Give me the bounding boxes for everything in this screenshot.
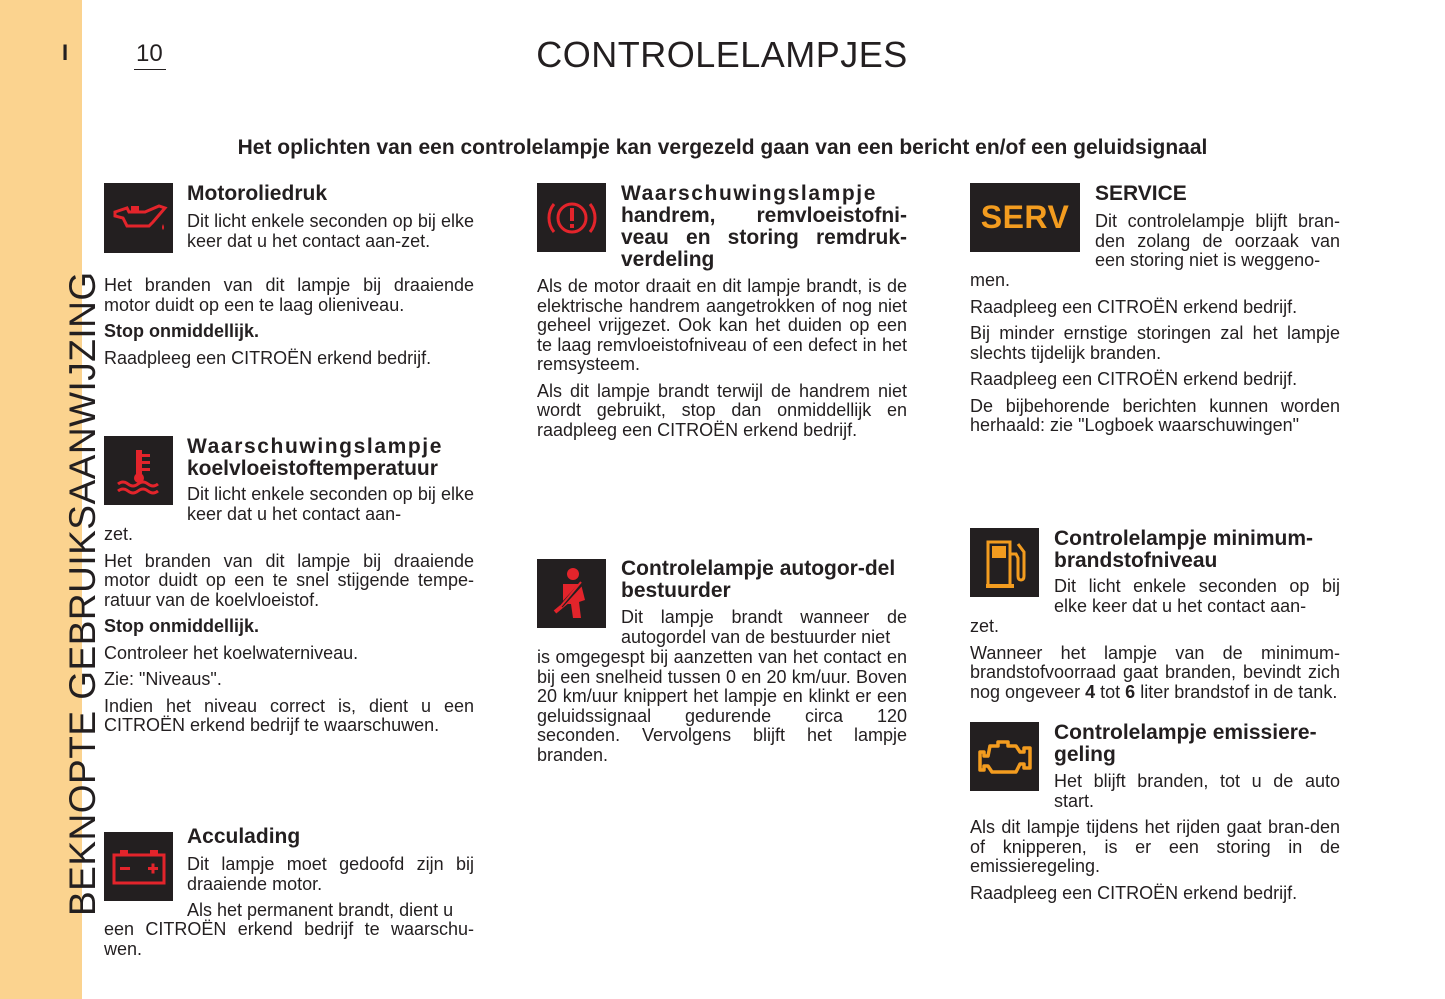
engine-check-icon bbox=[970, 722, 1039, 791]
service-text-1: Raadpleeg een CITROËN erkend bedrijf. bbox=[970, 296, 1298, 317]
fuel-title: Controlelampje minimum-brandstofniveau bbox=[1054, 527, 1314, 572]
seatbelt-icon bbox=[537, 559, 606, 628]
fuel-text-1-pre: Wanneer het lampje van de minimum-brandstofvoorraad gaat branden, bevindt zich nog ongeveer bbox=[970, 642, 1340, 702]
coolant-text-2: Stop onmiddellijk. bbox=[104, 616, 260, 636]
handbrake-text-1: Als de motor draait en dit lampje brandt, is de elektrische handrem aangetrokken of nog niet geheel vrijgezet. Ook kan het duiden op een te laag remvloeistofniveau of een defect in het remsysteem. bbox=[537, 276, 907, 374]
fuel-pump-icon bbox=[970, 528, 1039, 597]
fuel-max-liters: 6 bbox=[1125, 681, 1136, 702]
coolant-intro-end: zet. bbox=[104, 524, 134, 544]
oil-can-icon bbox=[104, 183, 173, 253]
service-intro-end: men. bbox=[970, 270, 1011, 290]
service-text-4: De bijbehorende berichten kunnen worden herhaald: zie "Logboek waarschuwingen" bbox=[970, 395, 1340, 435]
service-text-3: Raadpleeg een CITROËN erkend bedrijf. bbox=[970, 369, 1298, 389]
battery-text-1a: Als het permanent brandt, dient u bbox=[187, 900, 454, 920]
seatbelt-title: Controlelampje autogor-del bestuurder bbox=[621, 557, 896, 602]
handbrake-text-2: Als dit lampje brandt terwijl de handrem niet wordt gebruikt, stop dan onmiddellijk en raadpleeg een CITROËN erkend bedrijf. bbox=[537, 380, 907, 440]
battery-intro: Dit lampje moet gedoofd zijn bij draaiende motor. bbox=[187, 854, 474, 894]
oil-text-2: Stop onmiddellijk. bbox=[104, 321, 260, 341]
emission-title: Controlelampje emissiere-geling bbox=[1054, 721, 1317, 766]
oil-text-3: Raadpleeg een CITROËN erkend bedrijf. bbox=[104, 347, 432, 368]
page-number: 10 bbox=[134, 40, 166, 70]
handbrake-title-2: handrem, remvloeistofni- bbox=[621, 204, 907, 227]
coolant-temperature-icon bbox=[104, 436, 173, 505]
fuel-text-1-mid: tot bbox=[1100, 681, 1121, 702]
vertical-chapter-title: BEKNOPTE GEBRUIKSAANWIJZING bbox=[62, 271, 103, 916]
brake-warning-icon bbox=[537, 183, 606, 252]
battery-icon bbox=[104, 832, 173, 901]
emission-text-1: Als dit lampje tijdens het rijden gaat bran-den of knipperen, is er een storing in de emissieregeling. bbox=[970, 817, 1340, 876]
handbrake-title-1: Waarschuwingslampje bbox=[621, 182, 878, 205]
fuel-intro-end: zet. bbox=[970, 616, 1000, 636]
service-title: SERVICE bbox=[1095, 182, 1187, 205]
oil-title: Motoroliedruk bbox=[187, 182, 327, 205]
oil-intro: Dit licht enkele seconden op bij elke keer dat u het contact aan-zet. bbox=[187, 211, 474, 251]
handbrake-title-4: verdeling bbox=[621, 248, 715, 271]
emission-text-2: Raadpleeg een CITROËN erkend bedrijf. bbox=[970, 882, 1298, 903]
coolant-text-5: Indien het niveau correct is, dient u een CITROËN erkend bedrijf te waarschuwen. bbox=[104, 695, 474, 735]
emission-intro: Het blijft branden, tot u de auto start. bbox=[1054, 771, 1340, 811]
fuel-min-liters: 4 bbox=[1085, 681, 1096, 702]
seatbelt-text-1: is omgegespt bij aanzetten van het contact en bij een snelheid tussen 0 en 20 km/uur. Boven 20 km/uur knippert het lampje en klinkt er een geluidssignaal gedurende circa 120 seconden. Vervolgens blijft het lampje branden. bbox=[537, 647, 907, 765]
coolant-title-1: Waarschuwingslampje bbox=[187, 435, 444, 458]
battery-text-1b: een CITROËN erkend bedrijf te waarschu-wen. bbox=[104, 919, 474, 959]
oil-text-1: Het branden van dit lampje bij draaiende motor duidt op een te laag olieniveau. bbox=[104, 275, 474, 315]
coolant-intro: Dit licht enkele seconden op bij elke keer dat u het contact aan- bbox=[187, 484, 474, 524]
battery-title: Acculading bbox=[187, 825, 301, 848]
service-warning-icon bbox=[970, 183, 1080, 252]
coolant-text-4: Zie: "Niveaus". bbox=[104, 669, 222, 689]
fuel-text-1 bbox=[970, 644, 1340, 703]
service-intro: Dit controlelampje blijft bran-den zolang de oorzaak van een storing niet is weggeno- bbox=[1095, 211, 1340, 270]
fuel-intro: Dit licht enkele seconden op bij elke keer dat u het contact aan- bbox=[1054, 576, 1340, 616]
coolant-text-1: Het branden van dit lampje bij draaiende motor duidt op een te snel stijgende tempe-ratuur van de koelvloeistof. bbox=[104, 550, 474, 610]
handbrake-title-3: veau en storing remdruk- bbox=[621, 226, 907, 249]
service-icon-label: SERV bbox=[980, 199, 1070, 235]
page-subtitle: Het oplichten van een controlelampje kan vergezeld gaan van een bericht en/of een geluidsignaal bbox=[237, 136, 1208, 159]
coolant-title-2: koelvloeistoftemperatuur bbox=[187, 457, 438, 480]
seatbelt-intro: Dit lampje brandt wanneer de autogordel van de bestuurder niet bbox=[621, 607, 907, 647]
coolant-text-3: Controleer het koelwaterniveau. bbox=[104, 642, 359, 663]
fuel-text-1-post: liter brandstof in de tank. bbox=[1140, 681, 1338, 702]
service-text-2: Bij minder ernstige storingen zal het lampje slechts tijdelijk branden. bbox=[970, 323, 1340, 363]
page-title: CONTROLELAMPJES bbox=[536, 34, 908, 75]
section-marker: I bbox=[62, 40, 69, 65]
